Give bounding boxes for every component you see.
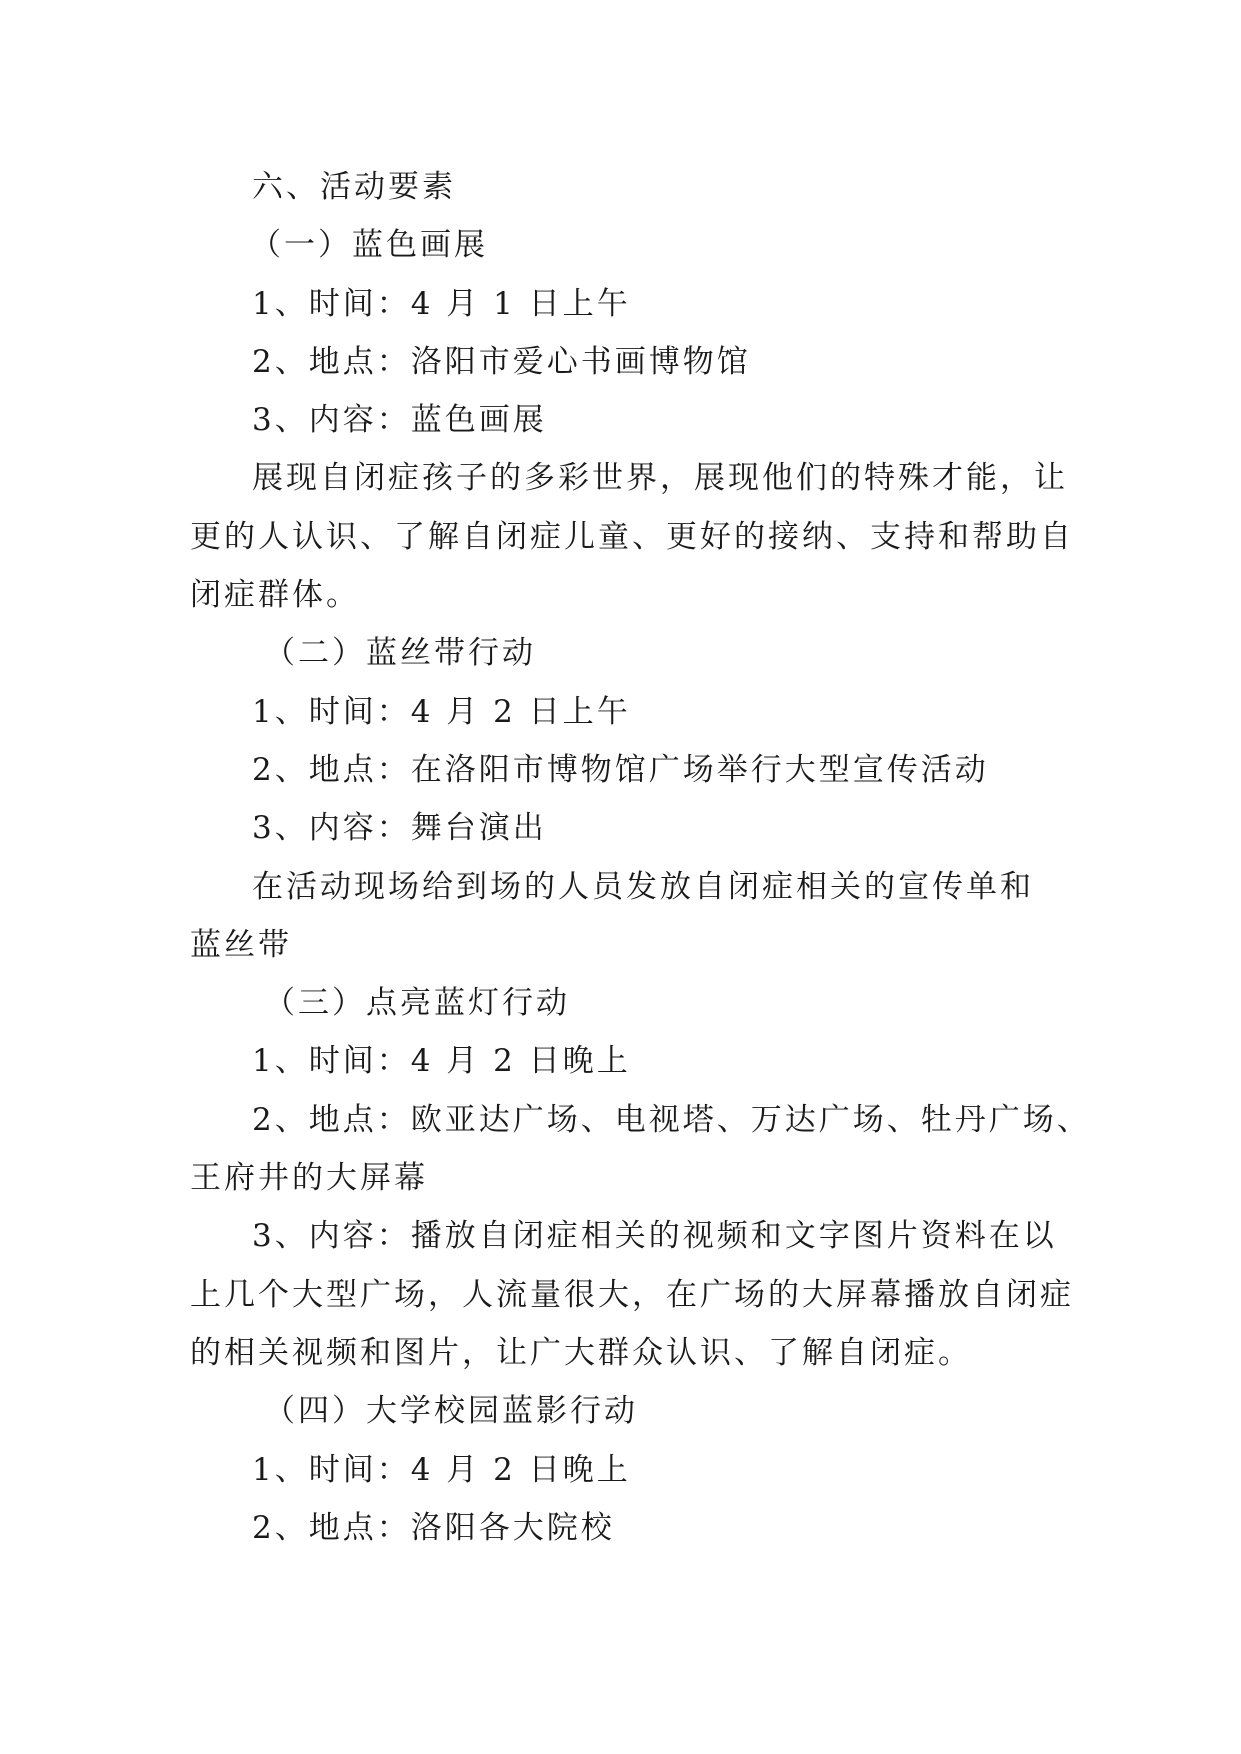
section-heading-activity-elements: 六、活动要素 <box>252 169 456 205</box>
item-location-3: 2、地点：欧亚达广场、电视塔、万达广场、牡丹广场、 <box>252 1101 1091 1138</box>
paragraph-line: 更的人认识、了解自闭症儿童、更好的接纳、支持和帮助自 <box>190 518 1074 555</box>
item-time-3: 1、时间：4 月 2 日晚上 <box>252 1043 631 1080</box>
item-time-1: 1、时间：4 月 1 日上午 <box>252 285 631 322</box>
paragraph-line: 上几个大型广场，人流量很大，在广场的大屏幕播放自闭症 <box>190 1276 1074 1313</box>
subsection-heading-light-blue-action: （三）点亮蓝灯行动 <box>264 985 570 1022</box>
item-content-2: 3、内容：舞台演出 <box>252 810 547 847</box>
paragraph-line: 展现自闭症孩子的多彩世界，展现他们的特殊才能，让 <box>252 460 1068 497</box>
item-location-1: 2、地点：洛阳市爱心书画博物馆 <box>252 343 751 380</box>
item-content-1: 3、内容：蓝色画展 <box>252 402 547 439</box>
item-location-2: 2、地点：在洛阳市博物馆广场举行大型宣传活动 <box>252 751 989 788</box>
paragraph-line: 蓝丝带 <box>190 926 292 963</box>
item-content-3: 3、内容：播放自闭症相关的视频和文字图片资料在以 <box>252 1218 1057 1255</box>
document-body <box>190 158 1091 1557</box>
paragraph-line: 王府井的大屏幕 <box>190 1160 428 1197</box>
subsection-heading-campus-blue-action: （四）大学校园蓝影行动 <box>264 1393 638 1430</box>
paragraph-line: 闭症群体。 <box>190 577 360 614</box>
paragraph-line: 在活动现场给到场的人员发放自闭症相关的宣传单和 <box>252 868 1034 905</box>
subsection-heading-blue-art-exhibition: （一）蓝色画展 <box>250 227 488 264</box>
item-time-4: 1、时间：4 月 2 日晚上 <box>252 1451 631 1488</box>
paragraph-line: 的相关视频和图片，让广大群众认识、了解自闭症。 <box>190 1334 972 1371</box>
item-location-4: 2、地点：洛阳各大院校 <box>252 1509 615 1546</box>
item-time-2: 1、时间：4 月 2 日上午 <box>252 693 631 730</box>
subsection-heading-blue-ribbon-action: （二）蓝丝带行动 <box>264 635 536 672</box>
